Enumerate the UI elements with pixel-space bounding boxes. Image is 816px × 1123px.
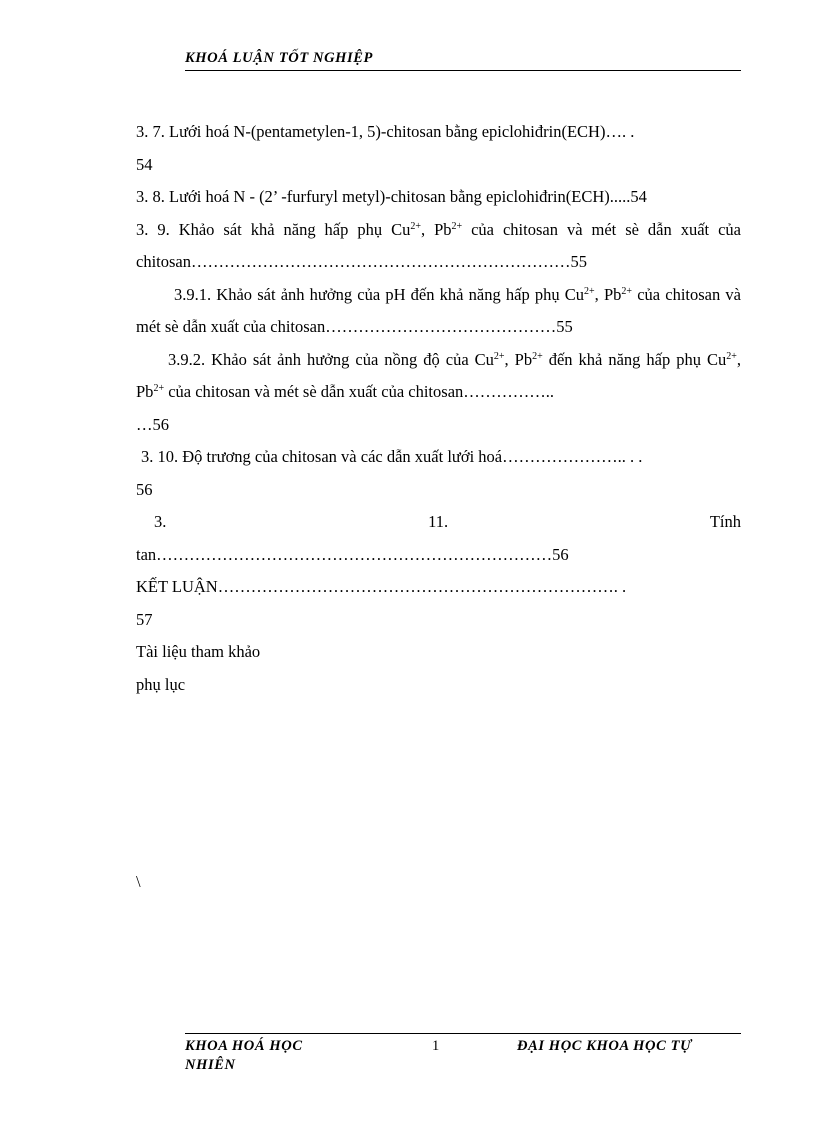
toc-entry-text: 3. 7. Lưới hoá N-(pentametylen-1, 5)-chitosan bằng epiclohiđrin(ECH)…. . <box>136 122 635 141</box>
running-header: KHOÁ LUẬN TỐT NGHIỆP <box>185 50 374 66</box>
toc-entry-3-9 <box>136 214 741 279</box>
toc-text: 3.9.1. Khảo sát ảnh hưởng của pH đến khả năng hấp phụ Cu <box>174 284 585 304</box>
toc-text: 3. 9. Khảo sát khả năng hấp phụ Cu <box>136 219 411 239</box>
toc-entry-3-10-page: 56 <box>136 479 153 499</box>
toc-text: của chitosan và mét sè dẫn xuất của chitosan…………….. <box>164 382 555 401</box>
toc-entry-3-8: 3. 8. Lưới hoá N - (2’ -furfuryl metyl)-chitosan bằng epiclohiđrin(ECH).....54 <box>136 187 647 206</box>
toc-text: của chitosan và mét sè dẫn xuất của chitosan……………………………………55 <box>136 284 741 336</box>
toc-appendix: phụ lục <box>136 674 186 694</box>
header-rule <box>185 70 741 71</box>
toc-text: , Pb <box>504 349 533 369</box>
toc-entry-3-7 <box>136 116 741 149</box>
toc-entry-3-11-rest: tan………………………………………………………………56 <box>136 544 569 564</box>
toc-text: , Pb <box>136 349 741 401</box>
superscript: 2+ <box>153 383 165 394</box>
toc-entry-3-9-1 <box>136 279 741 344</box>
superscript: 2+ <box>493 350 505 362</box>
toc-conclusion: KẾT LUẬN………………………………………………………………. . <box>136 577 627 596</box>
superscript: 2+ <box>621 285 633 297</box>
superscript: 2+ <box>532 350 543 362</box>
footer-rule <box>185 1033 741 1034</box>
toc-entry-3-9-2 <box>136 344 741 409</box>
toc-content <box>136 116 741 701</box>
superscript: 2+ <box>584 285 595 297</box>
toc-text: 3.9.2. Khảo sát ảnh hưởng của nồng độ của Cu <box>168 349 494 369</box>
toc-entry-3-7-page: 54 <box>136 154 153 174</box>
stray-mark: \ <box>136 872 141 891</box>
toc-entry-3-10: 3. 10. Độ trương của chitosan và các dẫn xuất lưới hoá………………….. . . <box>141 447 643 466</box>
page-number: 1 <box>432 1038 440 1054</box>
toc-conclusion-page: 57 <box>136 609 153 629</box>
toc-entry-3-9-2-page: …56 <box>136 414 169 434</box>
toc-text: của chitosan và mét sè dẫn xuất của chitosan……………………………………………………………55 <box>136 219 741 271</box>
toc-text: đến khả năng hấp phụ Cu <box>542 349 727 369</box>
toc-text: Tính <box>709 512 741 531</box>
superscript: 2+ <box>726 350 737 362</box>
footer-left: KHOA HOÁ HỌC NHIÊN <box>185 1038 303 1073</box>
toc-text: , Pb <box>594 284 622 304</box>
superscript: 2+ <box>451 220 463 232</box>
toc-entry-3-11 <box>136 506 741 539</box>
toc-references: Tài liệu tham khảo <box>136 642 261 661</box>
superscript: 2+ <box>410 220 421 232</box>
toc-number: 11. <box>428 512 449 531</box>
toc-text: , Pb <box>420 219 452 239</box>
footer-right: ĐẠI HỌC KHOA HỌC TỰ <box>517 1038 692 1054</box>
toc-number: 3. <box>154 512 167 531</box>
